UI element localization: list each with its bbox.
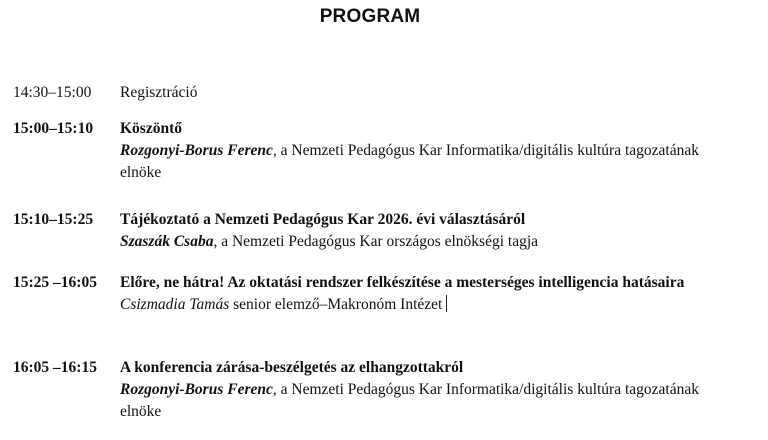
time-slot: 14:30–15:00 — [13, 84, 92, 101]
time-slot: 15:25 –16:05 — [13, 274, 97, 291]
speaker-line — [120, 379, 730, 423]
session-title: Köszöntő — [120, 120, 182, 137]
speaker-role: , a Nemzeti Pedagógus Kar országos elnökségi tagja — [213, 233, 539, 250]
session-title: Előre, ne hátra! Az oktatási rendszer felkészítése a mesterséges intelligencia hatásaira — [120, 274, 685, 291]
session-title: Tájékoztató a Nemzeti Pedagógus Kar 2026. évi választásáról — [120, 211, 526, 228]
session-title: A konferencia zárása-beszélgetés az elhangzottakról — [120, 359, 464, 376]
page-title: PROGRAM — [319, 6, 421, 27]
text-cursor — [446, 295, 447, 312]
schedule-row-ai-talk — [13, 272, 753, 316]
speaker-role: , a Nemzeti Pedagógus Kar Informatika/digitális kultúra tagozatának elnöke — [120, 142, 699, 181]
time-slot: 15:00–15:10 — [13, 120, 94, 137]
speaker-role: senior elemző–Makronóm Intézet — [229, 296, 443, 313]
speaker-line — [120, 294, 730, 316]
speaker-name: Szaszák Csaba — [120, 233, 214, 250]
time-slot: 15:10–15:25 — [13, 211, 94, 228]
speaker-line — [120, 140, 730, 184]
session-title: Regisztráció — [120, 84, 198, 101]
schedule-row-registration — [13, 82, 753, 104]
schedule-row-welcome — [13, 118, 753, 184]
speaker-line — [120, 231, 730, 253]
speaker-name: Rozgonyi-Borus Ferenc — [120, 381, 273, 398]
speaker-role: , a Nemzeti Pedagógus Kar Informatika/digitális kultúra tagozatának elnöke — [120, 381, 699, 420]
schedule-row-election-info — [13, 209, 753, 253]
schedule-row-closing — [13, 357, 753, 423]
speaker-name: Csizmadia Tamás — [120, 296, 230, 313]
time-slot: 16:05 –16:15 — [13, 359, 97, 376]
speaker-name: Rozgonyi-Borus Ferenc — [120, 142, 273, 159]
